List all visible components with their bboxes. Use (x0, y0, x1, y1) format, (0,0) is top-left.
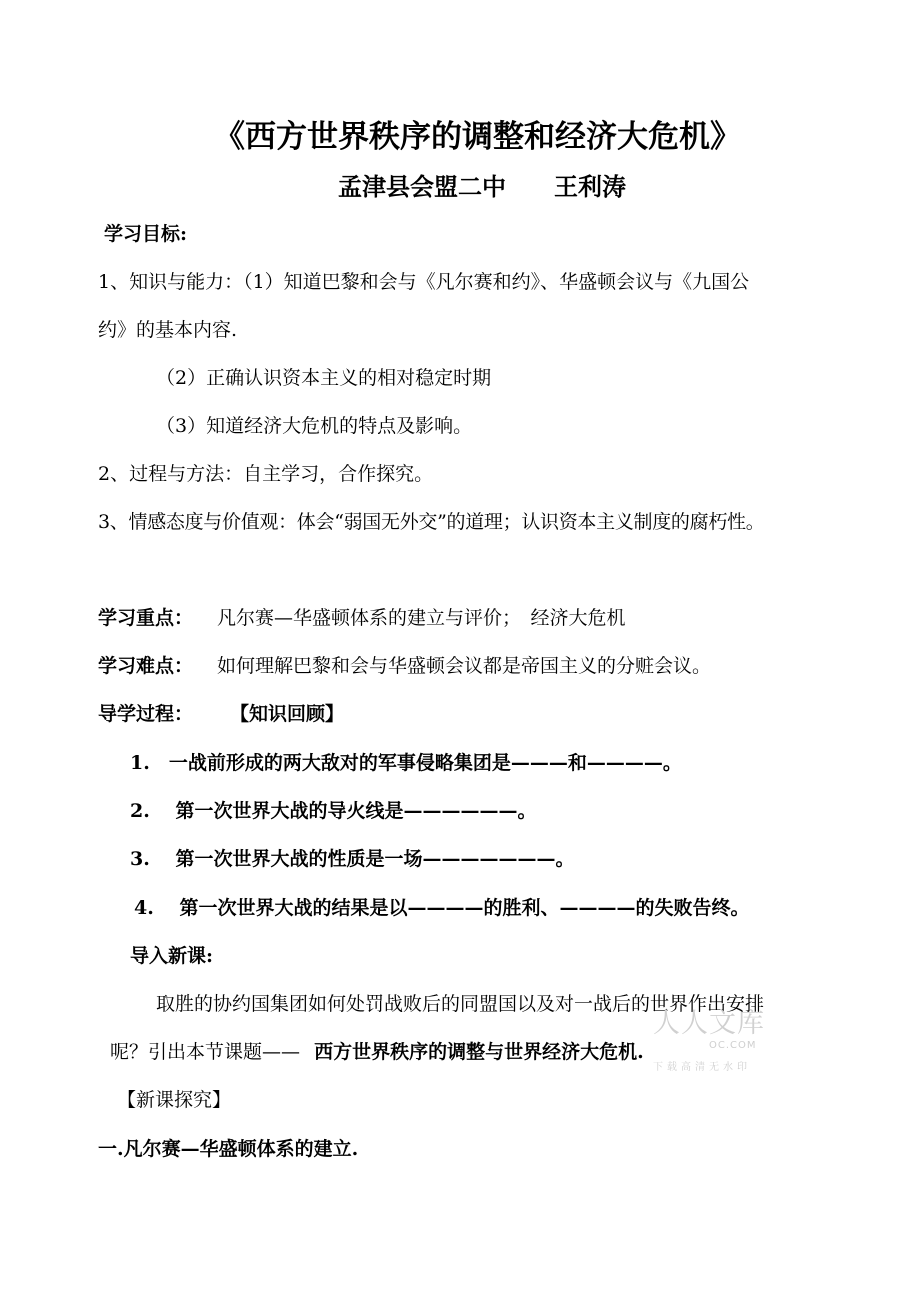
new-lesson-heading: 【新课探究】 (117, 1089, 232, 1111)
objective-line-2: 约》的基本内容. (98, 319, 238, 341)
review-section-heading: 【知识回顾】 (230, 703, 345, 725)
author-line: 孟津县会盟二中 王利涛 (338, 172, 626, 201)
section-one-heading: 一.凡尔赛—华盛顿体系的建立. (98, 1138, 359, 1160)
objective-line-1: 1、知识与能力：（1）知道巴黎和会与《凡尔赛和约》、华盛顿会议与《九国公 (98, 271, 750, 293)
watermark-logo-text: 人人文库 (653, 1008, 765, 1039)
process-label: 导学过程： (98, 703, 194, 725)
intro-lead-text: 呢？引出本节课题—— (110, 1041, 301, 1063)
key-points-text: 凡尔赛—华盛顿体系的建立与评价； 经济大危机 (217, 607, 626, 629)
intro-paragraph-2 (110, 1040, 644, 1064)
review-question-2: 2. 第一次世界大战的导火线是——————。 (130, 800, 537, 822)
objective-line-4: （3）知道经济大危机的特点及影响。 (156, 415, 473, 437)
intro-heading: 导入新课: (130, 945, 214, 967)
watermark (645, 1008, 775, 1078)
intro-paragraph-1: 取胜的协约国集团如何处罚战败后的同盟国以及对一战后的世界作出安排 (156, 993, 765, 1015)
review-question-4: 4. 第一次世界大战的结果是以————的胜利、————的失败告终。 (134, 897, 750, 919)
difficulty-text: 如何理解巴黎和会与华盛顿会议都是帝国主义的分赃会议。 (217, 655, 712, 677)
objective-line-3: （2）正确认识资本主义的相对稳定时期 (156, 367, 492, 389)
document-title: 《西方世界秩序的调整和经济大危机》 (214, 119, 741, 155)
watermark-domain: OC.COM (709, 1040, 757, 1051)
objectives-heading: 学习目标: (104, 223, 188, 245)
difficulty-label: 学习难点： (98, 655, 194, 677)
review-question-3: 3. 第一次世界大战的性质是一场———————。 (130, 848, 575, 870)
objective-line-6: 3、情感态度与价值观：体会“弱国无外交”的道理；认识资本主义制度的腐朽性。 (98, 511, 765, 533)
lesson-topic: 西方世界秩序的调整与世界经济大危机. (314, 1041, 644, 1063)
review-question-1: 1. 一战前形成的两大敌对的军事侵略集团是———和————。 (130, 752, 682, 774)
watermark-tagline: 下载高清无水印 (653, 1062, 751, 1073)
key-points-label: 学习重点： (98, 607, 194, 629)
objective-line-5: 2、过程与方法：自主学习，合作探究。 (98, 463, 434, 485)
